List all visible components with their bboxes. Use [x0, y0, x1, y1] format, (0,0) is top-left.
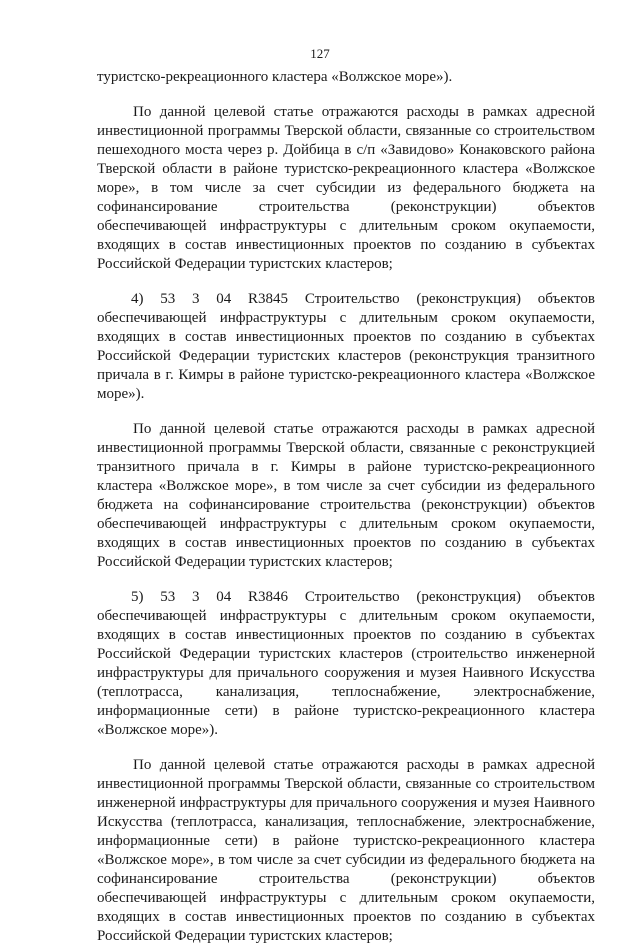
page-number: 127 — [310, 46, 330, 61]
paragraph-item-4: 4) 53 3 04 R3845 Строительство (реконструкция) объектов обеспечивающей инфраструктуры с длительным сроком окупаемости, входящих в состав инвестиционных проектов по созданию в субъектах Российской Федерации туристских кластеров (реконструкция транзитного причала в г. Кимры в районе туристско-рекреационного кластера «Волжское море»). — [97, 291, 595, 402]
paragraph-description-2: По данной целевой статье отражаются расходы в рамках адресной инвестиционной программы Тверской области, связанные с реконструкцией транзитного причала в г. Кимры в районе туристско-рекреационного кластера «Волжское море», в том числе за счет субсидии из федерального бюджета на софинансирование строительства (реконструкции) объектов обеспечивающей инфраструктуры с длительным сроком окупаемости, входящих в состав инвестиционных проектов по созданию в субъектах Российской Федерации туристских кластеров; — [97, 421, 595, 570]
document-body — [97, 68, 595, 946]
paragraph-description-3: По данной целевой статье отражаются расходы в рамках адресной инвестиционной программы Тверской области, связанные со строительством инженерной инфраструктуры для причального сооружения и музея Наивного Искусства (теплотрасса, канализация, теплоснабжение, электроснабжение, информационные сети) в районе туристско-рекреационного кластера «Волжское море», в том числе за счет субсидии из федерального бюджета на софинансирование строительства (реконструкции) объектов обеспечивающей инфраструктуры с длительным сроком окупаемости, входящих в состав инвестиционных проектов по созданию в субъектах Российской Федерации туристских кластеров; — [97, 757, 595, 944]
paragraph-item-5: 5) 53 3 04 R3846 Строительство (реконструкция) объектов обеспечивающей инфраструктуры с длительным сроком окупаемости, входящих в состав инвестиционных проектов по созданию в субъектах Российской Федерации туристских кластеров (строительство инженерной инфраструктуры для причального сооружения и музея Наивного Искусства (теплотрасса, канализация, теплоснабжение, электроснабжение, информационные сети) в районе туристско-рекреационного кластера «Волжское море»). — [97, 589, 595, 738]
paragraph-continuation: туристско-рекреационного кластера «Волжское море»). — [97, 69, 453, 85]
paragraph-description-1: По данной целевой статье отражаются расходы в рамках адресной инвестиционной программы Тверской области, связанные со строительством пешеходного моста через р. Дойбица в с/п «Завидово» Конаковского района Тверской области в районе туристско-рекреационного кластера «Волжское море», в том числе за счет субсидии из федерального бюджета на софинансирование строительства (реконструкции) объектов обеспечивающей инфраструктуры с длительным сроком окупаемости, входящих в состав инвестиционных проектов по созданию в субъектах Российской Федерации туристских кластеров; — [97, 104, 595, 272]
